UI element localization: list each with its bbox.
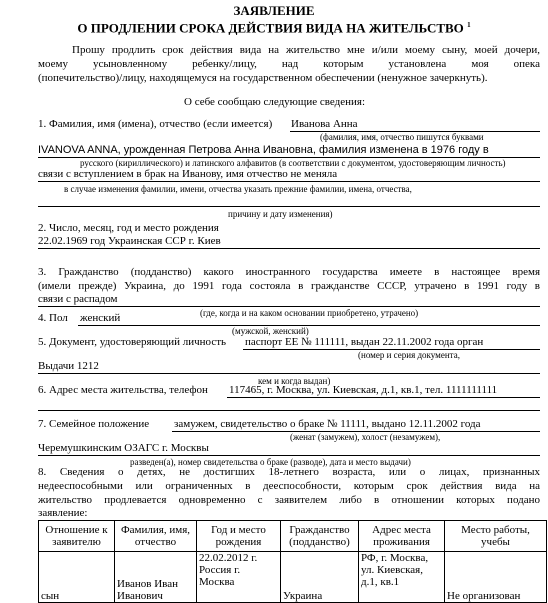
s3-line2: (имели прежде) Украина, до 1991 года состояла в гражданстве СССР, утрачено в 1991 году в bbox=[38, 280, 540, 292]
s8-line1: 8. Сведения о детях, не достигших 18-летнего возраста, или о лицах, признанных bbox=[38, 466, 540, 478]
s5-label: 5. Документ, удостоверяющий личность bbox=[38, 336, 227, 348]
s2-value: 22.02.1969 год Украинская ССР г. Киев bbox=[38, 235, 221, 247]
intro-line1: Прошу продлить срок действия вида на жительство мне и/или моему сыну, моей дочери, bbox=[72, 44, 540, 56]
cell-relation: сын bbox=[39, 552, 115, 603]
cell-address-line3: д.1, кв.1 bbox=[361, 576, 400, 588]
s5-line2: Выдачи 1212 bbox=[38, 360, 99, 372]
cell-birth-line2: Россия г. bbox=[199, 564, 241, 576]
cell-citizenship: Украина bbox=[281, 552, 359, 603]
s3-hint: (где, когда и на каком основании приобретено, утрачено) bbox=[200, 308, 419, 318]
s7-line2-underline bbox=[38, 455, 540, 456]
s8-line2: недееспособными или ограниченных в дееспособности, которым срок действия вида на bbox=[38, 480, 540, 492]
s2-label: 2. Число, месяц, год и место рождения bbox=[38, 222, 219, 234]
s5-line2-underline bbox=[38, 373, 540, 374]
s1-line2 bbox=[38, 144, 489, 157]
title-line1: ЗАЯВЛЕНИЕ bbox=[233, 3, 315, 18]
s1-value: Иванова Анна bbox=[291, 118, 358, 130]
children-table bbox=[38, 520, 547, 603]
header-address: Адрес места проживания bbox=[359, 521, 445, 552]
header-relation: Отношение к заявителю bbox=[39, 521, 115, 552]
s4-hint: (мужской, женский) bbox=[232, 326, 309, 336]
header-work: Место работы, учебы bbox=[445, 521, 547, 552]
s1-line3: связи с вступлением в брак на Иванову, имя отчество не меняла bbox=[38, 168, 338, 180]
table-header-row bbox=[39, 521, 547, 552]
table-row bbox=[39, 552, 547, 603]
cell-name bbox=[115, 552, 197, 603]
s4-underline bbox=[78, 325, 540, 326]
s3-line1: 3. Гражданство (подданство) какого иностранного государства имеете в настоящее время bbox=[38, 266, 540, 278]
cell-name-line1: Иванов Иван bbox=[117, 578, 178, 590]
s7-hint1: (женат (замужем), холост (незамужем), bbox=[290, 432, 441, 442]
s7-hint2: разведен(а), номер свидетельства о браке (разводе), дата и место выдачи) bbox=[130, 457, 411, 467]
title-text: О ПРОДЛЕНИИ СРОКА ДЕЙСТВИЯ ВИДА НА ЖИТЕЛЬСТВО bbox=[77, 20, 464, 36]
header-birth: Год и место рождения bbox=[197, 521, 281, 552]
cell-name-line2: Иванович bbox=[117, 590, 163, 602]
cell-birth-line1: 22.02.2012 г. bbox=[199, 552, 258, 564]
s1-line2-text: IVANOVA ANNA, урожденная Петрова Анна Ивановна, фамилия изменена в 1976 году в bbox=[38, 144, 489, 156]
s1-hint4: причину и дату изменения) bbox=[228, 209, 333, 219]
s1-hint2: русского (кириллического) и латинского алфавитов (в соответствии с документом, удостоверяющим личность) bbox=[80, 158, 506, 168]
cell-address-line1: РФ, г. Москва, bbox=[361, 552, 429, 564]
about-heading: О себе сообщаю следующие сведения: bbox=[184, 96, 366, 108]
s2-underline bbox=[38, 248, 540, 249]
cell-birth bbox=[197, 552, 281, 603]
s1-label: 1. Фамилия, имя (имена), отчество (если имеется) bbox=[38, 118, 273, 130]
cell-address-line2: ул. Киевская, bbox=[361, 564, 423, 576]
s1-hint3: в случае изменения фамилии, имени, отчества указать прежние фамилии, имена, отчества, bbox=[64, 184, 412, 194]
s5-hint1: (номер и серия документа, bbox=[358, 350, 460, 360]
s3-line3: связи с распадом bbox=[38, 293, 118, 305]
s1-hint-right: (фамилия, имя, отчество пишутся буквами bbox=[320, 132, 484, 142]
s6-label: 6. Адрес места жительства, телефон bbox=[38, 384, 208, 396]
s7-line2: Черемушкинским ОЗАГС г. Москвы bbox=[38, 442, 209, 454]
s6-blank-line bbox=[38, 410, 540, 411]
title-line2 bbox=[0, 18, 548, 35]
s7-label: 7. Семейное положение bbox=[38, 418, 150, 430]
s5-value: паспорт ЕЕ № 111111, выдан 22.11.2002 года орган bbox=[245, 336, 484, 348]
s8-line3: жительство продлевается одновременно с заявителем либо в отношении которых подано bbox=[38, 494, 540, 506]
s1-line3-underline bbox=[38, 181, 540, 182]
s1-blank-line bbox=[38, 206, 540, 207]
cell-address bbox=[359, 552, 445, 603]
s6-underline bbox=[227, 397, 540, 398]
s5-hint2: кем и когда выдан) bbox=[258, 376, 331, 386]
s4-value: женский bbox=[80, 312, 121, 324]
s8-line4: заявление: bbox=[38, 507, 88, 519]
cell-work: Не организован bbox=[445, 552, 547, 603]
title-footnote: 1 bbox=[467, 21, 471, 29]
intro-line2: моему усыновленному ребенку/лицу, над которым установлена моя опека bbox=[38, 58, 540, 70]
s6-value: 117465, г. Москва, ул. Киевская, д.1, кв.1, тел. 1111111111 bbox=[229, 384, 498, 396]
s3-underline bbox=[38, 306, 540, 307]
s7-value: замужем, свидетельство о браке № 11111, выдано 12.11.2002 года bbox=[174, 418, 481, 430]
intro-line3: (попечительство)/лицу, находящемуся на государственном обеспечении (ненужное зачеркнуть). bbox=[38, 72, 488, 84]
header-name: Фамилия, имя, отчество bbox=[115, 521, 197, 552]
header-citizenship: Гражданство (подданство) bbox=[281, 521, 359, 552]
cell-birth-line3: Москва bbox=[199, 576, 235, 588]
s4-label: 4. Пол bbox=[38, 312, 68, 324]
